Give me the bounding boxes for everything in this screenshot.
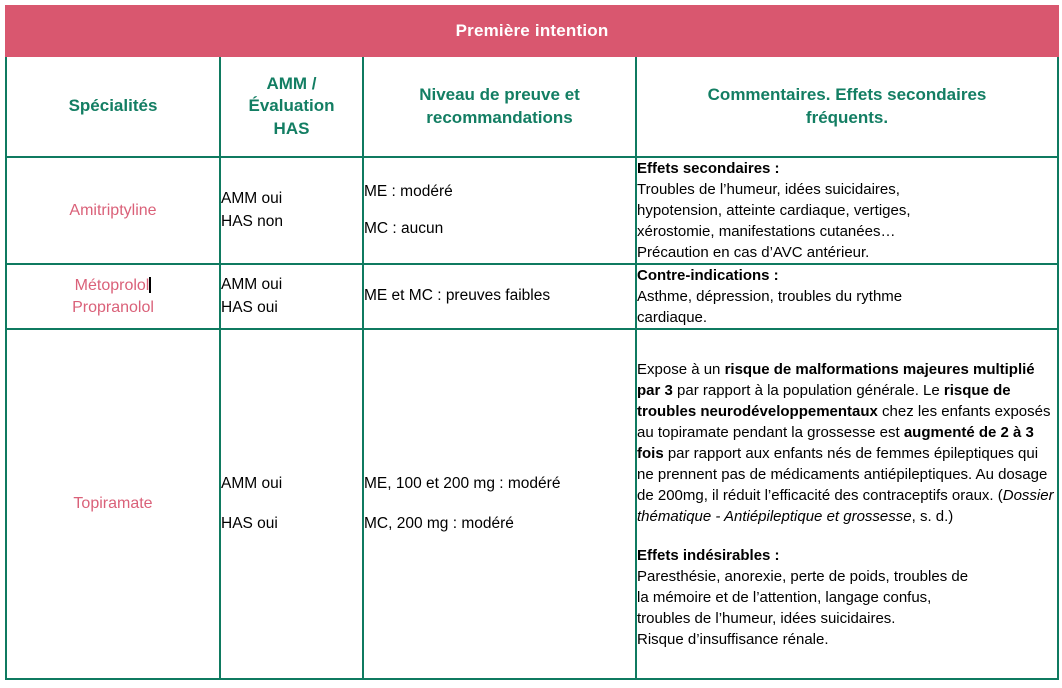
comment-line: Troubles de l’humeur, idées suicidaires, [637,181,900,198]
table-row [6,329,1058,679]
drug-name-label: Topiramate [73,495,153,513]
comment-line: Risque d’insuffisance rénale. [637,630,829,648]
comment-text: Expose à un [637,360,725,378]
table-title-cell [6,6,1058,56]
niveau-mc: MC, 200 mg : modéré [364,515,514,532]
comment-line: troubles de l’humeur, idées suicidaires. [637,609,896,627]
row-specialite-topiramate [6,329,220,679]
column-header-amm-has [220,56,363,157]
comment-text-bold: risque de troubles neurodéveloppementaux [637,381,1011,420]
row-amm-amitriptyline [220,157,363,264]
column-header-commentaires-line2: fréquents. [805,107,889,127]
niveau-me: ME, 100 et 200 mg : modéré [364,474,561,492]
column-header-amm-line3: HAS [273,118,310,138]
comment-line: cardiaque. [637,309,708,326]
drug-name-propranolol: Propranolol [72,298,154,316]
spacer [364,204,635,218]
medication-table [5,5,1059,680]
comment-text: , s. d.) [911,507,954,525]
drug-name-label: Amitriptyline [69,201,157,219]
comment-text: par rapport aux enfants nés de femmes épileptiques qui ne prennent pas de médicaments antiépileptiques. Au dosage de 200mg, il réduit l’efficacité des contraceptifs oraux. ( [637,444,1048,504]
spacer [364,495,635,513]
niveau-me-mc: ME et MC : preuves faibles [364,287,551,305]
row-niveau-amitriptyline [363,157,636,264]
table-row [6,264,1058,329]
row-commentaires-metoprolol [636,264,1058,329]
comment-line: xérostomie, manifestations cutanées… [637,223,896,240]
row-niveau-topiramate [363,329,636,679]
row-niveau-metoprolol [363,264,636,329]
row-commentaires-amitriptyline [636,157,1058,264]
column-header-niveau-line1: Niveau de preuve et [419,85,580,105]
niveau-me: ME : modéré [364,183,453,201]
medication-table-container [5,5,1057,680]
row-amm-topiramate [220,329,363,679]
column-header-specialites [6,56,220,157]
spacer [221,495,362,513]
table-title-text: Première intention [455,21,609,40]
comment-paragraph [637,361,1054,525]
comment-line: Précaution en cas d’AVC antérieur. [637,244,870,261]
column-header-niveau-line2: recommandations [426,107,573,127]
comment-line: Paresthésie, anorexie, perte de poids, troubles de [637,567,969,585]
amm-status: AMM oui [221,190,283,208]
column-header-specialites-label: Spécialités [68,96,158,116]
row-specialite-amitriptyline [6,157,220,264]
column-header-niveau [363,56,636,157]
comment-line: hypotension, atteinte cardiaque, vertiges, [637,202,911,219]
row-specialite-metoprolol [6,264,220,329]
row-amm-metoprolol [220,264,363,329]
spacer [637,527,1057,545]
table-row [6,157,1058,264]
comment-text-bold: augmenté de 2 à 3 fois [637,423,1034,462]
column-header-commentaires-line1: Commentaires. Effets secondaires [707,85,987,105]
table-title-row [6,6,1058,56]
column-header-amm-line2: Évaluation [248,96,335,116]
has-status: HAS oui [221,515,278,532]
table-header-row [6,56,1058,157]
text-cursor-caret [149,277,151,293]
comment-line: la mémoire et de l’attention, langage confus, [637,588,932,606]
amm-status: AMM oui [221,474,283,492]
comment-text: chez les enfants exposés au topiramate pendant la grossesse est [637,402,1051,441]
has-status: HAS non [221,212,284,230]
drug-name-metoprolol: Métoprolol [74,276,150,294]
comment-heading: Effets secondaires : [637,160,780,177]
comment-line: Asthme, dépression, troubles du rythme [637,288,903,305]
niveau-mc: MC : aucun [364,219,444,237]
has-status: HAS oui [221,298,278,316]
comment-text: par rapport à la population générale. Le [672,381,944,399]
comment-text-bold: risque de malformations majeures multiplié par 3 [637,360,1035,399]
row-commentaires-topiramate [636,329,1058,679]
column-header-commentaires [636,56,1058,157]
comment-citation: Dossier thématique - Antiépileptique et grossesse [637,486,1054,525]
column-header-amm-line1: AMM / [266,73,317,93]
amm-status: AMM oui [221,276,283,294]
drug-name-label [7,275,219,297]
comment-heading: Contre-indications : [637,267,779,284]
comment-heading: Effets indésirables : [637,546,780,564]
